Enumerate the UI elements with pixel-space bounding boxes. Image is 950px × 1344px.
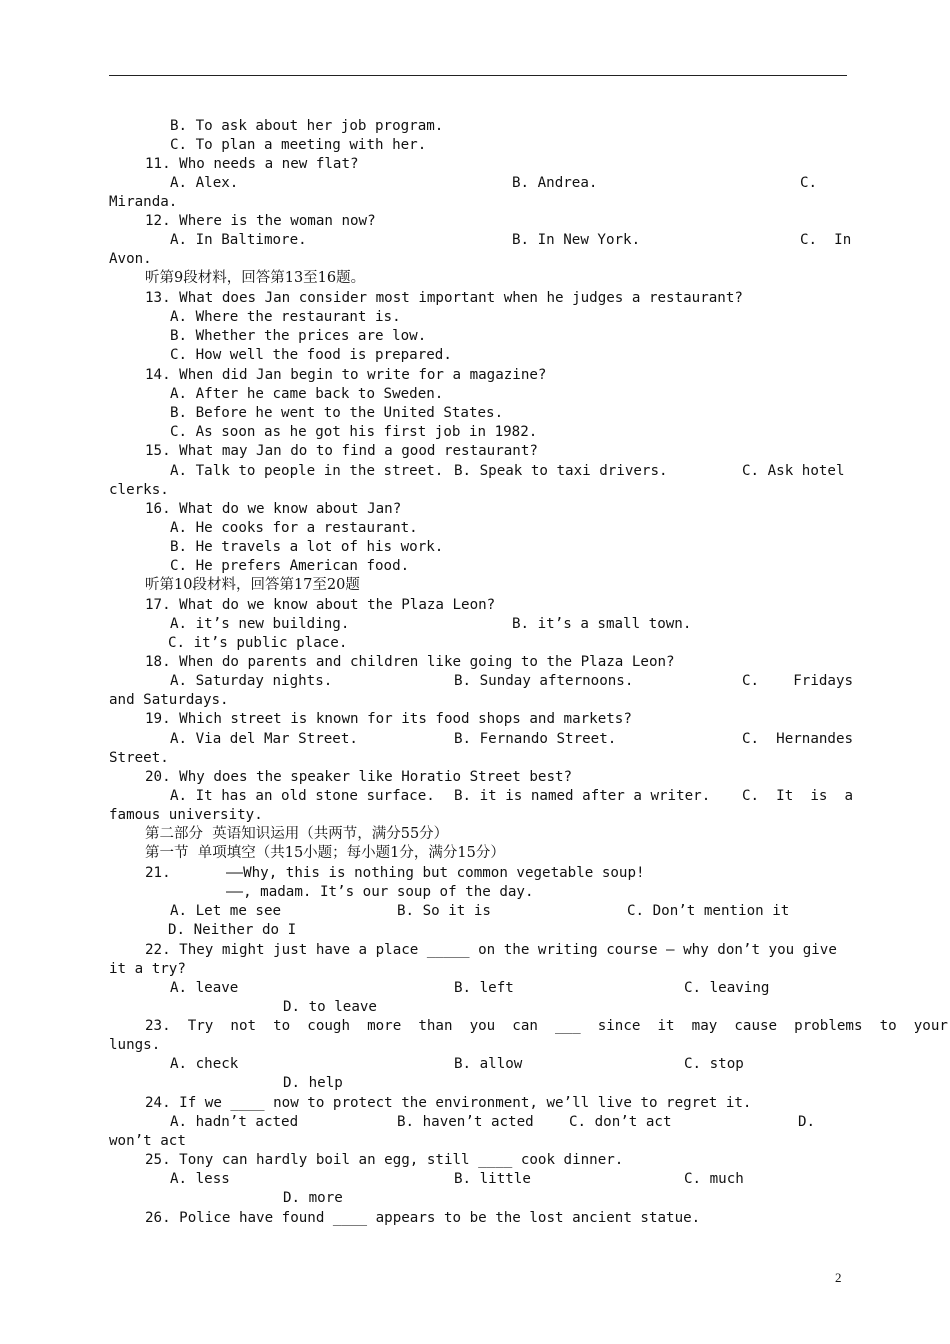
- option-25c: C. much: [684, 1171, 744, 1187]
- option-18c: C. Fridays: [742, 673, 854, 689]
- option-13b: B. Whether the prices are low.: [170, 328, 427, 344]
- question-23-cont: lungs.: [109, 1037, 161, 1053]
- question-21-line1: ——Why, this is nothing but common vegetable soup!: [226, 865, 645, 881]
- option-12c-cont: Avon.: [109, 251, 152, 267]
- option-17b: B. it’s a small town.: [512, 616, 692, 632]
- option-11a: A. Alex.: [170, 175, 239, 191]
- question-26: 26. Police have found ____ appears to be the lost ancient statue.: [145, 1210, 701, 1226]
- option-15a: A. Talk to people in the street.: [170, 463, 444, 479]
- option-19b: B. Fernando Street.: [454, 731, 617, 747]
- header-rule: [109, 75, 847, 76]
- option-18a: A. Saturday nights.: [170, 673, 333, 689]
- option-24a: A. hadn’t acted: [170, 1114, 299, 1130]
- option-15c-cont: clerks.: [109, 482, 169, 498]
- option-20a: A. It has an old stone surface.: [170, 788, 435, 804]
- section-heading-9: 听第9段材料，回答第13至16题。: [145, 270, 366, 286]
- option-11c: C.: [800, 175, 818, 191]
- option-23b: B. allow: [454, 1056, 523, 1072]
- option-14c: C. As soon as he got his first job in 1982.: [170, 424, 538, 440]
- option-25a: A. less: [170, 1171, 230, 1187]
- option-14b: B. Before he went to the United States.: [170, 405, 504, 421]
- option-16c: C. He prefers American food.: [170, 558, 410, 574]
- question-25: 25. Tony can hardly boil an egg, still ____ cook dinner.: [145, 1152, 624, 1168]
- question-19: 19. Which street is known for its food shops and markets?: [145, 711, 632, 727]
- option-19c-cont: Street.: [109, 750, 169, 766]
- option-22a: A. leave: [170, 980, 239, 996]
- option-21b: B. So it is: [397, 903, 491, 919]
- option-22b: B. left: [454, 980, 514, 996]
- option-21d: D. Neither do I: [168, 922, 297, 938]
- option-19c: C. Hernandes: [742, 731, 854, 747]
- option-21a: A. Let me see: [170, 903, 282, 919]
- option-15b: B. Speak to taxi drivers.: [454, 463, 668, 479]
- option-20c: C. It is a: [742, 788, 854, 804]
- question-22-cont: it a try?: [109, 961, 186, 977]
- option-10b: B. To ask about her job program.: [170, 118, 444, 134]
- part-two-heading: 第二部分 英语知识运用（共两节，满分55分）: [145, 826, 449, 842]
- question-12: 12. Where is the woman now?: [145, 213, 376, 229]
- question-11: 11. Who needs a new flat?: [145, 156, 359, 172]
- option-12b: B. In New York.: [512, 232, 641, 248]
- option-15c: C. Ask hotel: [742, 463, 845, 479]
- option-16b: B. He travels a lot of his work.: [170, 539, 444, 555]
- option-21c: C. Don’t mention it: [627, 903, 790, 919]
- question-13: 13. What does Jan consider most important when he judges a restaurant?: [145, 290, 743, 306]
- option-12a: A. In Baltimore.: [170, 232, 307, 248]
- question-23: 23. Try not to cough more than you can ___ since it may cause problems to your: [145, 1018, 948, 1034]
- option-19a: A. Via del Mar Street.: [170, 731, 358, 747]
- option-23d: D. help: [283, 1075, 343, 1091]
- option-10c: C. To plan a meeting with her.: [170, 137, 427, 153]
- option-25d: D. more: [283, 1190, 343, 1206]
- option-24b: B. haven’t acted: [397, 1114, 534, 1130]
- page-number: 2: [835, 1270, 842, 1285]
- option-12c: C. In: [800, 232, 852, 248]
- option-16a: A. He cooks for a restaurant.: [170, 520, 418, 536]
- question-14: 14. When did Jan begin to write for a magazine?: [145, 367, 547, 383]
- option-22d: D. to leave: [283, 999, 377, 1015]
- option-13a: A. Where the restaurant is.: [170, 309, 401, 325]
- option-14a: A. After he came back to Sweden.: [170, 386, 444, 402]
- question-22: 22. They might just have a place _____ on the writing course — why don’t you give: [145, 942, 837, 958]
- option-24c: C. don’t act: [569, 1114, 672, 1130]
- option-13c: C. How well the food is prepared.: [170, 347, 452, 363]
- option-25b: B. little: [454, 1171, 531, 1187]
- option-17c: C. it’s public place.: [168, 635, 348, 651]
- question-16: 16. What do we know about Jan?: [145, 501, 402, 517]
- option-20b: B. it is named after a writer.: [454, 788, 711, 804]
- option-24d: D.: [798, 1114, 816, 1130]
- option-23a: A. check: [170, 1056, 239, 1072]
- option-11b: B. Andrea.: [512, 175, 598, 191]
- option-18b: B. Sunday afternoons.: [454, 673, 634, 689]
- section-heading-10: 听第10段材料，回答第17至20题: [145, 577, 360, 593]
- question-15: 15. What may Jan do to find a good restaurant?: [145, 443, 538, 459]
- section-one-heading: 第一节 单项填空（共15小题；每小题1分，满分15分）: [145, 845, 505, 861]
- option-17a: A. it’s new building.: [170, 616, 350, 632]
- question-21-line2: ——, madam. It’s our soup of the day.: [226, 884, 534, 900]
- question-24: 24. If we ____ now to protect the environment, we’ll live to regret it.: [145, 1095, 752, 1111]
- question-17: 17. What do we know about the Plaza Leon?: [145, 597, 496, 613]
- option-20c-cont: famous university.: [109, 807, 263, 823]
- question-21: 21.: [145, 865, 171, 881]
- option-18c-cont: and Saturdays.: [109, 692, 229, 708]
- option-24d-cont: won’t act: [109, 1133, 186, 1149]
- option-22c: C. leaving: [684, 980, 770, 996]
- question-18: 18. When do parents and children like going to the Plaza Leon?: [145, 654, 675, 670]
- option-23c: C. stop: [684, 1056, 744, 1072]
- question-20: 20. Why does the speaker like Horatio Street best?: [145, 769, 573, 785]
- option-11c-cont: Miranda.: [109, 194, 178, 210]
